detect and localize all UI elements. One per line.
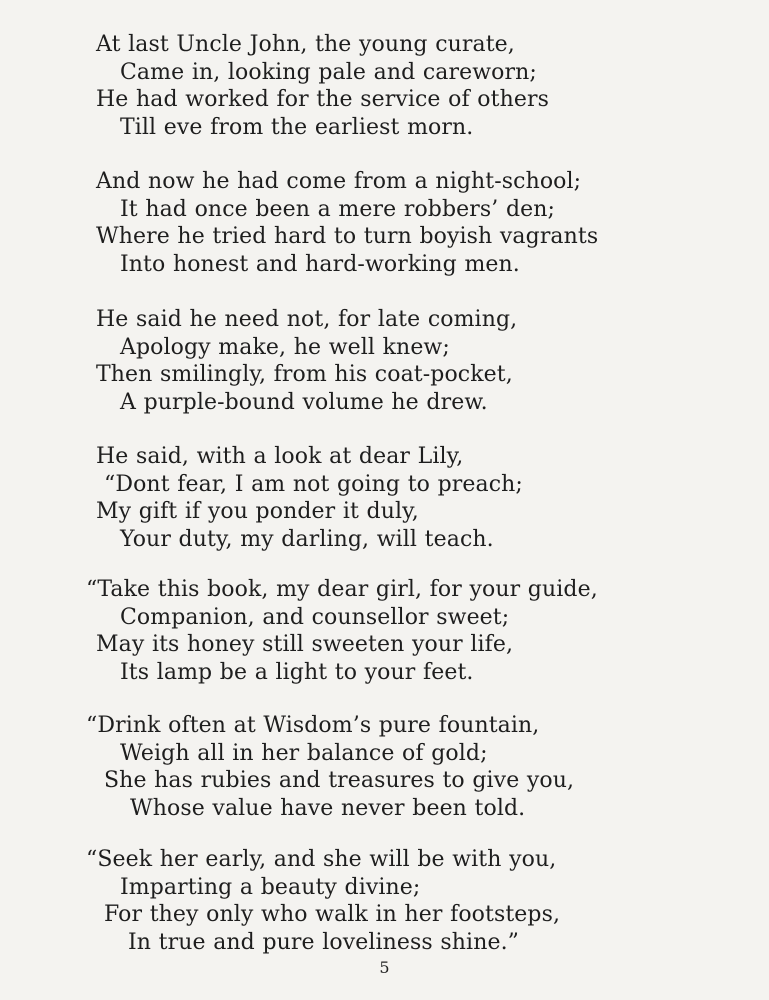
poem-line: And now he had come from a night-school; — [96, 169, 582, 194]
poem-line: Weigh all in her balance of gold; — [120, 740, 488, 766]
poem-line: “Drink often at Wisdom’s pure fountain, — [86, 713, 540, 738]
poem-line: At last Uncle John, the young curate, — [96, 32, 515, 57]
stanza-3 — [96, 306, 746, 416]
stanza-6 — [86, 712, 746, 822]
poem-line: Its lamp be a light to your feet. — [120, 659, 474, 685]
poem-line: He had worked for the service of others — [96, 87, 549, 112]
poem-line: He said he need not, for late coming, — [96, 307, 518, 332]
poem-line: Came in, looking pale and careworn; — [120, 59, 537, 85]
poem-line: “Dont fear, I am not going to preach; — [104, 471, 523, 497]
poem-line: It had once been a mere robbers’ den; — [120, 196, 556, 222]
poem-line: “Seek her early, and she will be with you, — [86, 847, 557, 872]
poem-line: Then smilingly, from his coat-pocket, — [96, 362, 513, 387]
poem-line: Where he tried hard to turn boyish vagrants — [96, 224, 599, 249]
poem-line: For they only who walk in her footsteps, — [104, 902, 561, 927]
poem-line: Companion, and counsellor sweet; — [120, 604, 510, 630]
stanza-2 — [96, 168, 746, 278]
poem-line: In true and pure loveliness shine.” — [128, 929, 520, 955]
poem-line: Till eve from the earliest morn. — [120, 114, 474, 140]
poem-line: She has rubies and treasures to give you, — [104, 768, 575, 793]
poem-line: Imparting a beauty divine; — [120, 874, 421, 900]
page-number: 5 — [379, 958, 390, 977]
poem-line: Whose value have never been told. — [130, 795, 526, 821]
poem-line: He said, with a look at dear Lily, — [96, 444, 464, 469]
poem-line: My gift if you ponder it duly, — [96, 499, 419, 524]
poem-line: Apology make, he well knew; — [120, 334, 450, 360]
poem-line: Your duty, my darling, will teach. — [120, 526, 494, 552]
poem-line: “Take this book, my dear girl, for your guide, — [86, 577, 598, 602]
stanza-4 — [96, 443, 746, 553]
poem-line: May its honey still sweeten your life, — [96, 632, 514, 657]
poem-line: A purple-bound volume he drew. — [120, 389, 488, 415]
poem-line: Into honest and hard-working men. — [120, 251, 520, 277]
stanza-1 — [96, 31, 746, 141]
stanza-7 — [86, 846, 746, 956]
stanza-5 — [86, 576, 746, 686]
